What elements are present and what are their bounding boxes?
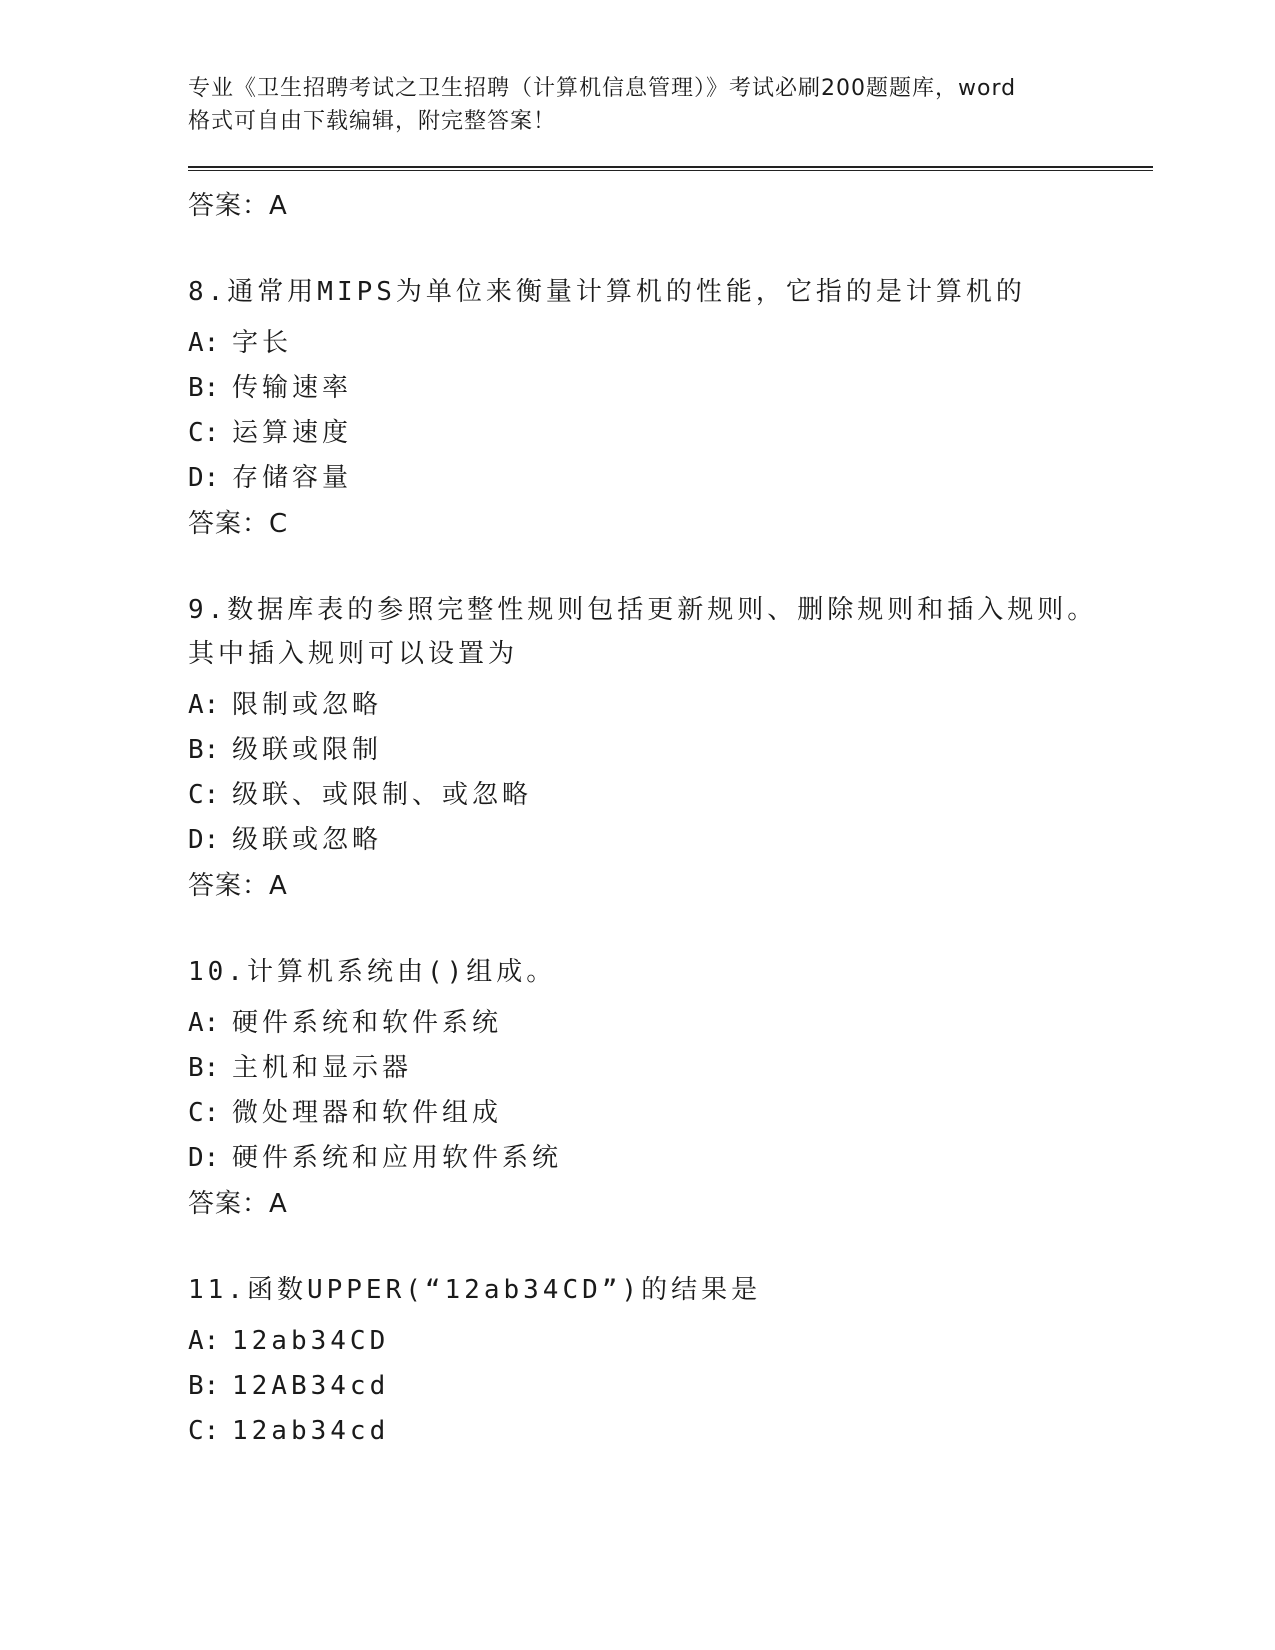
question-text: 11.函数UPPER(“12ab34CD”)的结果是 xyxy=(188,1275,762,1305)
question-text: 9.数据库表的参照完整性规则包括更新规则、删除规则和插入规则。 xyxy=(188,595,1098,625)
option-a xyxy=(188,1001,1153,1046)
question-text-continued: 其中插入规则可以设置为 xyxy=(188,639,519,669)
option-key: B: xyxy=(188,373,220,403)
answer-label: 答案：A xyxy=(188,191,288,221)
question-text: 8.通常用MIPS为单位来衡量计算机的性能，它指的是计算机的 xyxy=(188,277,1026,307)
option-key: C: xyxy=(188,780,220,810)
option-text: 存储容量 xyxy=(232,463,353,493)
option-text: 传输速率 xyxy=(232,373,353,403)
option-key: D: xyxy=(188,825,220,855)
document-page xyxy=(188,72,1153,1454)
option-c xyxy=(188,773,1153,818)
option-key: A: xyxy=(188,1326,220,1356)
option-c xyxy=(188,1409,1153,1454)
header-line-1: 专业《卫生招聘考试之卫生招聘（计算机信息管理）》考试必刷200题题库，word xyxy=(188,76,1017,101)
option-key: B: xyxy=(188,735,220,765)
answer-label: 答案：C xyxy=(188,509,289,539)
option-key: D: xyxy=(188,463,220,493)
option-b xyxy=(188,1364,1153,1409)
answer-label: 答案：A xyxy=(188,871,288,901)
option-text: 硬件系统和应用软件系统 xyxy=(232,1143,563,1173)
option-key: C: xyxy=(188,418,220,448)
option-key: B: xyxy=(188,1053,220,1083)
option-key: A: xyxy=(188,690,220,720)
question-text: 10.计算机系统由()组成。 xyxy=(188,957,557,987)
option-a xyxy=(188,1319,1153,1364)
option-key: D: xyxy=(188,1143,220,1173)
option-text: 12AB34cd xyxy=(232,1371,390,1401)
option-text: 微处理器和软件组成 xyxy=(232,1098,503,1128)
option-key: B: xyxy=(188,1371,220,1401)
option-b xyxy=(188,366,1153,411)
option-d xyxy=(188,456,1153,501)
option-text: 字长 xyxy=(232,328,293,358)
option-text: 级联或限制 xyxy=(232,735,383,765)
option-key: A: xyxy=(188,1008,220,1038)
option-text: 运算速度 xyxy=(232,418,353,448)
question-block xyxy=(188,275,1153,547)
question-block xyxy=(188,593,1153,909)
option-key: A: xyxy=(188,328,220,358)
option-text: 12ab34CD xyxy=(232,1326,390,1356)
option-text: 限制或忽略 xyxy=(232,690,383,720)
option-c xyxy=(188,1091,1153,1136)
option-text: 级联或忽略 xyxy=(232,825,383,855)
option-d xyxy=(188,818,1153,863)
option-text: 12ab34cd xyxy=(232,1416,390,1446)
option-a xyxy=(188,683,1153,728)
option-text: 级联、或限制、或忽略 xyxy=(232,780,533,810)
option-b xyxy=(188,728,1153,773)
option-c xyxy=(188,411,1153,456)
header-divider xyxy=(188,166,1153,171)
answer-label: 答案：A xyxy=(188,1189,288,1219)
option-text: 硬件系统和软件系统 xyxy=(232,1008,503,1038)
option-key: C: xyxy=(188,1416,220,1446)
option-text: 主机和显示器 xyxy=(232,1053,413,1083)
question-block xyxy=(188,955,1153,1227)
option-key: C: xyxy=(188,1098,220,1128)
question-block xyxy=(188,1273,1153,1454)
option-b xyxy=(188,1046,1153,1091)
option-a xyxy=(188,321,1153,366)
header-line-2: 格式可自由下载编辑，附完整答案！ xyxy=(188,109,557,134)
option-d xyxy=(188,1136,1153,1181)
